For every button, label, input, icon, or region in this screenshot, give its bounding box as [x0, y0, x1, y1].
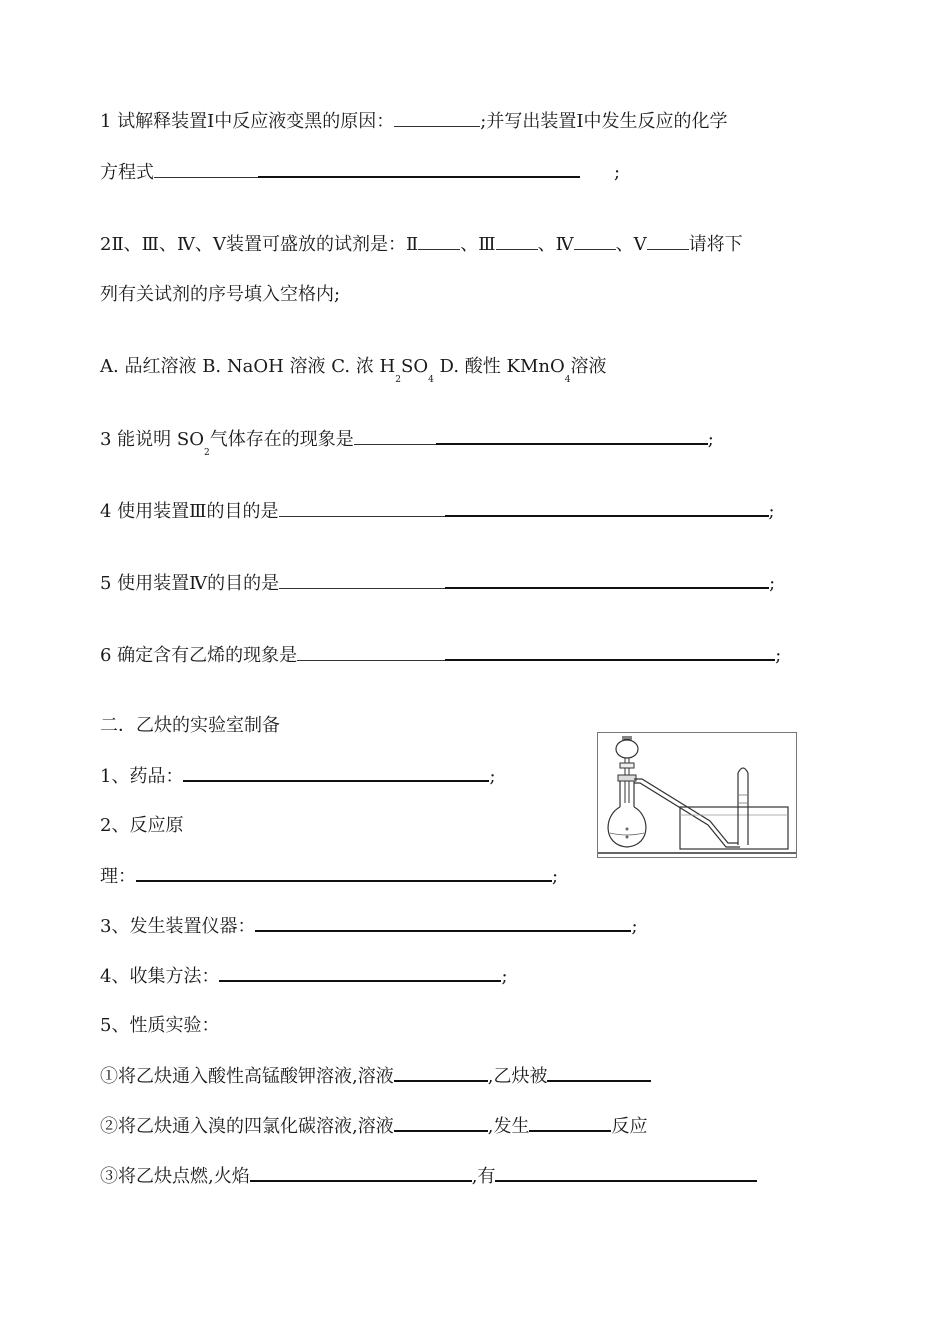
- answer-blank[interactable]: [136, 864, 552, 882]
- answer-blank[interactable]: [394, 110, 480, 127]
- answer-blank[interactable]: [445, 643, 775, 661]
- question-2-line-1: 2Ⅱ、Ⅲ、Ⅳ、Ⅴ装置可盛放的试剂是：Ⅱ 、Ⅲ 、Ⅳ 、Ⅴ 请将下: [100, 234, 743, 255]
- acetylene-apparatus-icon: [598, 733, 796, 857]
- answer-blank[interactable]: [219, 964, 501, 982]
- question-6: 6 确定含有乙烯的现象是 ;: [100, 645, 782, 666]
- item-2-line-1: 2、反应原: [100, 815, 184, 836]
- answer-blank[interactable]: [647, 233, 689, 250]
- answer-blank[interactable]: [258, 160, 580, 178]
- question-4: 4 使用装置Ⅲ的目的是 ;: [100, 501, 775, 522]
- answer-blank[interactable]: [436, 427, 708, 445]
- question-1-line-1: 1 试解释装置Ⅰ中反应液变黑的原因： ;并写出装置Ⅰ中发生反应的化学: [100, 111, 728, 132]
- answer-blank[interactable]: [445, 499, 769, 517]
- item-2-line-2: 理： ;: [100, 866, 559, 887]
- answer-blank[interactable]: [279, 572, 445, 589]
- answer-blank[interactable]: [547, 1064, 651, 1082]
- item-4: 4、收集方法： ;: [100, 966, 508, 987]
- item-3: 3、发生装置仪器： ;: [100, 916, 638, 937]
- answer-blank[interactable]: [529, 1114, 611, 1132]
- apparatus-figure: [597, 732, 797, 858]
- question-5: 5 使用装置Ⅳ的目的是 ;: [100, 573, 776, 594]
- item-5: 5、性质实验：: [100, 1015, 220, 1036]
- section-heading: 二．乙炔的实验室制备: [100, 715, 280, 736]
- reagent-options: A. 品红溶液 B. NaOH 溶液 C. 浓 $H_2SO_4$ D. 酸性 KMnO$_4$溶液: [100, 356, 607, 385]
- answer-blank[interactable]: [445, 571, 769, 589]
- answer-blank[interactable]: [250, 1164, 472, 1182]
- question-2-line-2: 列有关试剂的序号填入空格内;: [100, 284, 341, 305]
- experiment-1: ①将乙炔通入酸性高锰酸钾溶液,溶液 ,乙炔被: [100, 1064, 651, 1089]
- answer-blank[interactable]: [255, 914, 631, 932]
- answer-blank[interactable]: [354, 428, 436, 445]
- experiment-3: ③将乙炔点燃,火焰 ,有: [100, 1164, 757, 1189]
- answer-blank[interactable]: [418, 233, 460, 250]
- experiment-2: ②将乙炔通入溴的四氯化碳溶液,溶液 ,发生 反应: [100, 1116, 648, 1137]
- answer-blank[interactable]: [297, 644, 445, 661]
- answer-blank[interactable]: [279, 500, 445, 517]
- question-3: 3 能说明 $SO_2$气体存在的现象是 ;: [100, 429, 714, 458]
- answer-blank[interactable]: [394, 1114, 488, 1132]
- answer-blank[interactable]: [183, 764, 489, 782]
- answer-blank[interactable]: [496, 233, 538, 250]
- answer-blank[interactable]: [574, 233, 616, 250]
- question-1-line-2: 方程式 ;: [100, 162, 621, 183]
- answer-blank[interactable]: [154, 161, 258, 178]
- answer-blank[interactable]: [495, 1164, 757, 1182]
- answer-blank[interactable]: [394, 1064, 488, 1082]
- item-1: 1、药品： ;: [100, 766, 496, 787]
